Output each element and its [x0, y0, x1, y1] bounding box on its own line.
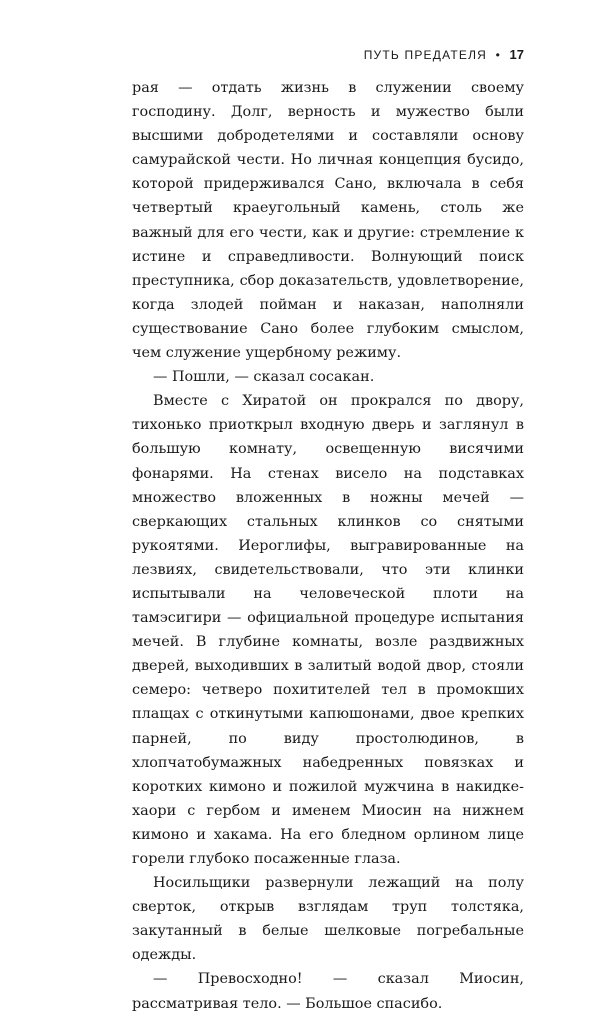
paragraph-2: — Пошли, — сказал сосакан. [153, 369, 375, 386]
page-number: 17 [509, 47, 524, 62]
paragraph-3: Вместе с Хиратой он прокрался по двору, тихонько приоткрыл входную дверь и заглянул в большую комнату, освещенную висячими фонарями. На стенах висело на подставках множество вложенных в ножны мечей — сверкающих стальных клинков со снятыми рукоятями. Иероглифы, выгравированные на лезвиях, свидетельствовали, что эти клинки испытывали на человеческой плоти на тамэсигири — официальной процедуре испытания мечей. В глубине комнаты, возле раздвижных дверей, выходивших в залитый водой двор, стояли семеро: четверо похитителей тел в промокших плащах с откинутыми капюшонами, двое крепких парней, по виду простолюдинов, в хлопчатобумажных набедренных повязках и коротких кимоно и пожилой мужчина в накидке-хаори с гербом и именем Миосин на нижнем кимоно и хакама. На его бледном орлином лице горели глубоко посаженные глаза. [132, 393, 524, 867]
paragraph-4: Носильщики развернули лежащий на полу сверток, открыв взглядам труп толстяка, закутанный в белые шелковые погребальные одежды. [132, 875, 524, 964]
body-text [132, 76, 524, 1016]
running-header [364, 47, 524, 62]
paragraph-1: рая — отдать жизнь в служении своему господину. Долг, верность и мужество были высшими добродетелями и составляли основу самурайской чести. Но личная концепция бусидо, которой придерживался Сано, включала в себя четвертый краеугольный камень, столь же важный для его чести, как и другие: стремление к истине и справедливости. Волнующий поиск преступника, сбор доказательств, удовлетворение, когда злодей пойман и наказан, наполняли существование Сано более глубоким смыслом, чем служение ущербному режиму. [132, 80, 524, 362]
header-separator: • [495, 48, 501, 62]
book-title: ПУТЬ ПРЕДАТЕЛЯ [363, 48, 488, 62]
paragraph-5: — Превосходно! — сказал Миосин, рассматривая тело. — Большое спасибо. [132, 971, 524, 1012]
